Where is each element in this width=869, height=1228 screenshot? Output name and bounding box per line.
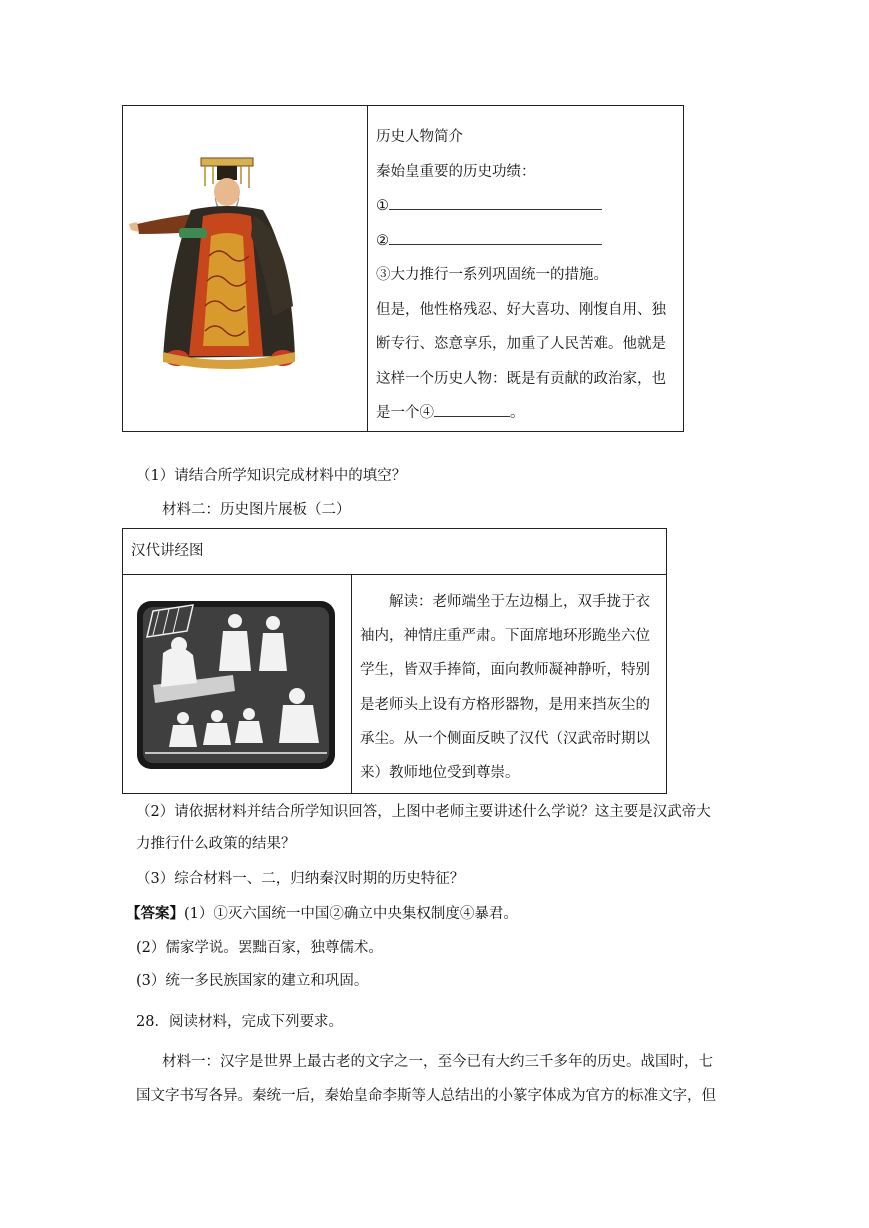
table2-heading: 汉代讲经图: [123, 529, 667, 575]
fill-blank-1: [389, 195, 602, 210]
material-1-line-2: 国文字书写各异。秦统一后，秦始皇命李斯等人总结出的小篆字体成为官方的标准文字，但: [136, 1088, 716, 1104]
profile-table: [122, 105, 684, 432]
emperor-image-cell: [123, 106, 368, 432]
qin-shi-huang-illustration: [123, 106, 367, 423]
answer-1: (1）①灭六国统一中国②确立中央集权制度④暴君。: [184, 906, 518, 922]
marker-1: ①: [376, 198, 389, 214]
question-2-line-1: （2）请依据材料并结合所学知识回答，上图中老师主要讲述什么学说？这主要是汉武帝大: [136, 804, 711, 820]
achievements-label: 秦始皇重要的历史功绩：: [376, 163, 536, 180]
profile-paragraph-end: 。: [510, 405, 525, 421]
material-1-line-1: 材料一：汉字是世界上最古老的文字之一，至今已有大约三千多年的历史。战国时，七: [162, 1054, 713, 1070]
han-lecture-table: [122, 528, 667, 794]
lecture-image-cell: [123, 575, 352, 794]
answer-1-line: [126, 904, 518, 924]
question-1: （1）请结合所学知识完成材料中的填空？: [136, 468, 407, 484]
question-28: 28．阅读材料，完成下列要求。: [136, 1014, 343, 1030]
achievement-1-blank-line: [376, 189, 675, 224]
fill-blank-2: [389, 230, 602, 245]
question-3: （3）综合材料一、二，归纳秦汉时期的历史特征？: [136, 871, 465, 887]
marker-2: ②: [376, 232, 389, 249]
answer-2: (2）儒家学说。罢黜百家，独尊儒术。: [136, 940, 383, 956]
fill-blank-4: [434, 402, 510, 417]
profile-heading: 历史人物简介: [376, 129, 463, 145]
profile-paragraph: [376, 293, 675, 431]
answer-3: (3）统一多民族国家的建立和巩固。: [136, 973, 369, 989]
achievement-2-blank-line: [376, 224, 675, 259]
interpretation-cell: 解读：老师端坐于左边榻上，双手拢于衣袖内，神情庄重严肃。下面席地环形跪坐六位学生，皆双手捧简，面向教师凝神静听，特别是老师头上设有方格形器物，是用来挡灰尘的承尘。从一个侧面反映了汉代（汉武帝时期以来）教师地位受到尊崇。: [352, 575, 667, 794]
question-2-line-2: 力推行什么政策的结果？: [136, 836, 296, 852]
achievement-3: ③大力推行一系列巩固统一的措施。: [376, 267, 608, 283]
material-2-title: 材料二：历史图片展板（二）: [162, 502, 351, 518]
answer-label: 【答案】: [126, 905, 184, 922]
profile-text-cell: [368, 106, 684, 432]
han-lecture-rubbing-illustration: [123, 575, 351, 793]
profile-paragraph-text: 但是，他性格残忍、好大喜功、刚愎自用、独断专行、恣意享乐，加重了人民苦难。他就是这样一个历史人物：既是有贡献的政治家，也是一个④: [376, 301, 666, 421]
